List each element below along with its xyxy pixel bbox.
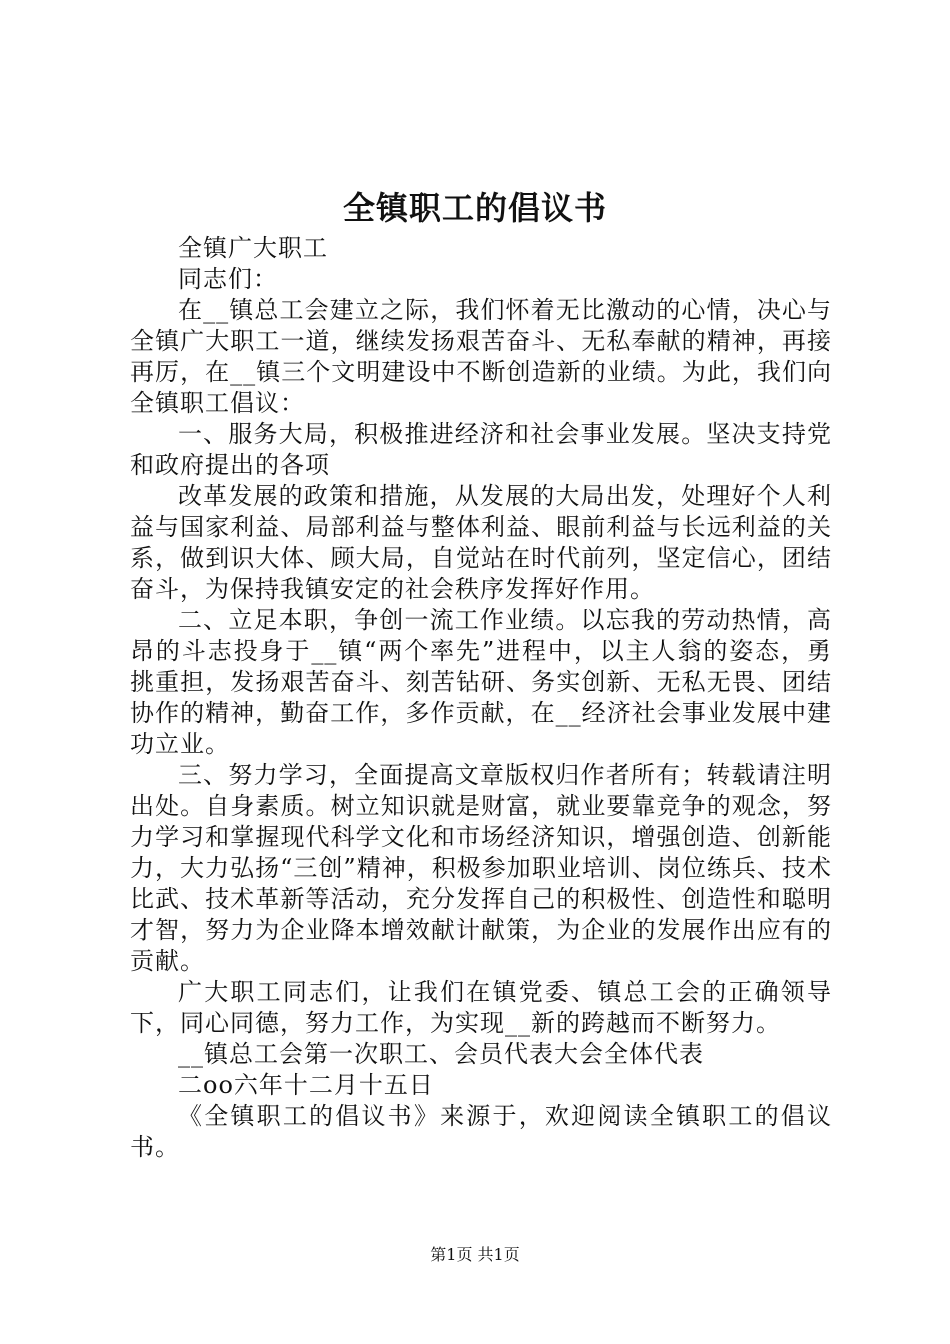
document-title: 全镇职工的倡议书: [342, 189, 607, 227]
proposal-two: 二、立足本职，争创一流工作业绩。以忘我的劳动热情，高昂的斗志投身于__镇“两个率先”进程中，以主人翁的姿态，勇挑重担，发扬艰苦奋斗、刻苦钻研、务实创新、无私无畏、团结协作的精神，勤奋工作，多作贡献，在__经济社会事业发展中建功立业。: [130, 606, 832, 758]
page-footer: 第1页 共1页: [430, 1245, 520, 1264]
salutation-greeting: 同志们：: [178, 265, 278, 293]
closing-paragraph: 广大职工同志们，让我们在镇党委、镇总工会的正确领导下，同心同德，努力工作，为实现__新的跨越而不断努力。: [130, 978, 832, 1037]
signature-line: __镇总工会第一次职工、会员代表大会全体代表: [178, 1040, 704, 1068]
proposal-three: 三、努力学习，全面提高文章版权归作者所有；转载请注明出处。自身素质。树立知识就是财富，就业要靠竞争的观念，努力学习和掌握现代科学文化和市场经济知识，增强创造、创新能力，大力弘扬“三创”精神，积极参加职业培训、岗位练兵、技术比武、技术革新等活动，充分发挥自己的积极性、创造性和聪明才智，努力为企业降本增效献计献策，为企业的发展作出应有的贡献。: [130, 761, 832, 975]
salutation-recipient: 全镇广大职工: [178, 234, 328, 262]
source-note: 《全镇职工的倡议书》来源于，欢迎阅读全镇职工的倡议书。: [130, 1102, 832, 1161]
document-body: [130, 233, 832, 1163]
date-line: 二oo六年十二月十五日: [178, 1071, 434, 1099]
intro-paragraph: 在__镇总工会建立之际，我们怀着无比激动的心情，决心与全镇广大职工一道，继续发扬艰苦奋斗、无私奉献的精神，再接再厉，在__镇三个文明建设中不断创造新的业绩。为此，我们向全镇职工倡议：: [130, 296, 832, 417]
proposal-one-body: 改革发展的政策和措施，从发展的大局出发，处理好个人利益与国家利益、局部利益与整体利益、眼前利益与长远利益的关系，做到识大体、顾大局，自觉站在时代前列，坚定信心，团结奋斗，为保持我镇安定的社会秩序发挥好作用。: [130, 482, 832, 603]
proposal-one-heading: 一、服务大局，积极推进经济和社会事业发展。坚决支持党和政府提出的各项: [130, 420, 832, 479]
